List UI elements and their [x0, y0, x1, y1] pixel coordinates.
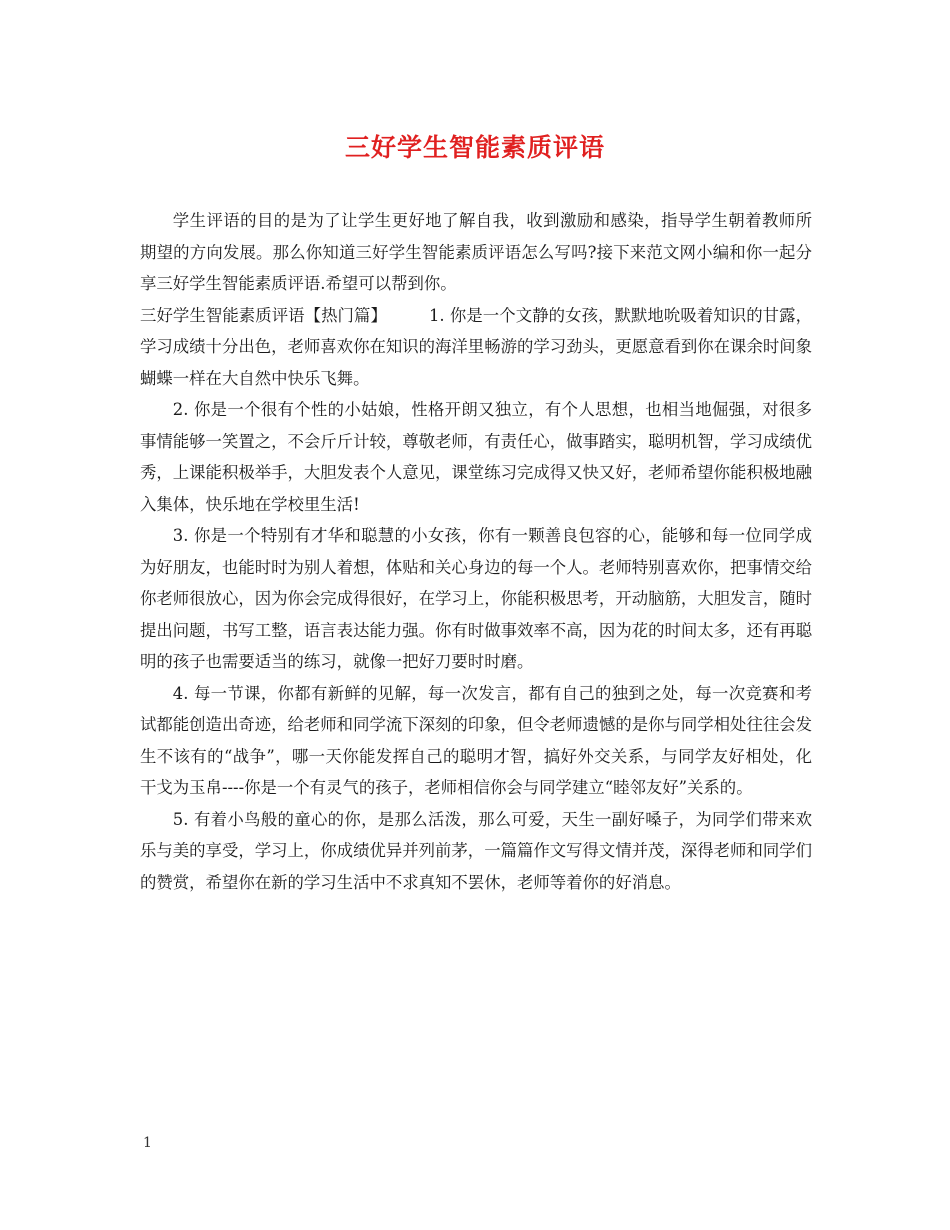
page-title: 三好学生智能素质评语 [344, 133, 605, 162]
document-body [140, 205, 812, 898]
intro-paragraph: 学生评语的目的是为了让学生更好地了解自我，收到激励和感染，指导学生朝着教师所期望的方向发展。那么你知道三好学生智能素质评语怎么写吗?接下来范文网小编和你一起分享三好学生智能素质评语.希望可以帮到你。 [140, 211, 812, 293]
section-heading: 三好学生智能素质评语【热门篇】 [140, 305, 387, 325]
comment-item-2: 2. 你是一个很有个性的小姑娘，性格开朗又独立，有个人思想，也相当地倔强，对很多事情能够一笑置之，不会斤斤计较，尊敬老师，有责任心，做事踏实，聪明机智，学习成绩优秀，上课能积极举手，大胆发表个人意见，课堂练习完成得又快又好，老师希望你能积极地融入集体，快乐地在学校里生活! [140, 400, 813, 514]
page-number: 1 [143, 1135, 152, 1151]
section-line [140, 300, 812, 395]
comment-item-4: 4. 每一节课，你都有新鲜的见解，每一次发言，都有自己的独到之处，每一次竞赛和考试都能创造出奇迹，给老师和同学流下深刻的印象，但令老师遗憾的是你与同学相处往往会发生不该有的“战争”，哪一天你能发挥自己的聪明才智，搞好外交关系，与同学友好相处，化干戈为玉帛----你是一个有灵气的孩子，老师相信你会与同学建立“睦邻友好”关系的。 [140, 683, 813, 797]
comment-item-3: 3. 你是一个特别有才华和聪慧的小女孩，你有一颗善良包容的心，能够和每一位同学成为好朋友，也能时时为别人着想，体贴和关心身边的每一个人。老师特别喜欢你，把事情交给你老师很放心，因为你会完成得很好，在学习上，你能积极思考，开动脑筋，大胆发言，随时提出问题，书写工整，语言表达能力强。你有时做事效率不高，因为花的时间太多，还有再聪明的孩子也需要适当的练习，就像一把好刀要时时磨。 [140, 526, 813, 671]
comment-item-1: 1. 你是一个文静的女孩，默默地吮吸着知识的甘露，学习成绩十分出色，老师喜欢你在知识的海洋里畅游的学习劲头，更愿意看到你在课余时间象蝴蝶一样在大自然中快乐飞舞。 [140, 305, 813, 388]
comment-item-5: 5. 有着小鸟般的童心的你，是那么活泼，那么可爱，天生一副好嗓子，为同学们带来欢乐与美的享受，学习上，你成绩优异并列前茅，一篇篇作文写得文情并茂，深得老师和同学们的赞赏，希望你在新的学习生活中不求真知不罢休，老师等着你的好消息。 [140, 809, 813, 892]
